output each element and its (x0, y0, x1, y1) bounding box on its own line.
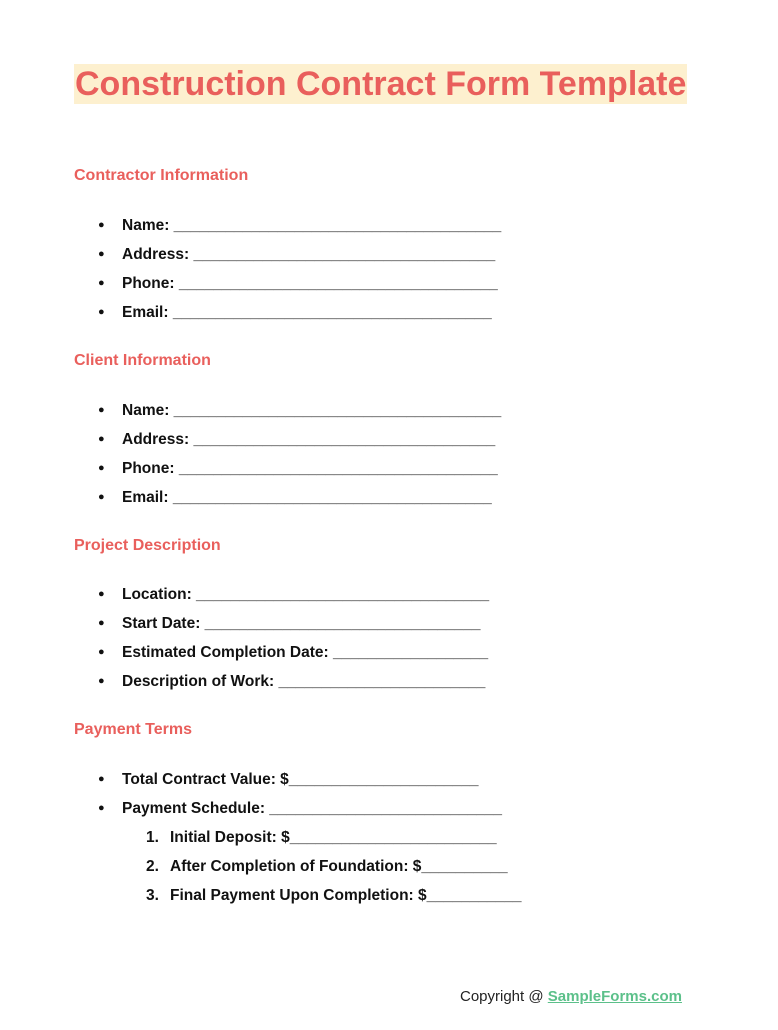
field-text: Final Payment Upon Completion: $___________ (170, 887, 522, 904)
field-text: Initial Deposit: $________________________ (170, 829, 497, 846)
list-number: 2. (146, 858, 159, 875)
section-heading-contractor: Contractor Information (74, 167, 249, 184)
contractor-address-field[interactable]: ● Address: ___________________________________ (74, 240, 501, 269)
section-heading-client: Client Information (74, 352, 211, 369)
list-number: 3. (146, 887, 159, 904)
payment-schedule-list (74, 823, 521, 910)
project-fields (74, 580, 489, 696)
contractor-phone-field[interactable]: ● Phone: _____________________________________ (74, 269, 501, 298)
client-address-field[interactable]: ● Address: ___________________________________ (74, 425, 501, 454)
client-email-field[interactable]: ● Email: _____________________________________ (74, 483, 501, 512)
contractor-fields (74, 211, 501, 327)
sampleforms-link[interactable]: SampleForms.com (547, 988, 682, 1005)
section-heading-payment: Payment Terms (74, 721, 192, 738)
total-value-field[interactable]: ● Total Contract Value: $______________________ (74, 765, 502, 794)
section-heading-project: Project Description (74, 537, 221, 554)
copyright-footer (460, 988, 682, 1005)
field-text: After Completion of Foundation: $__________ (170, 858, 508, 875)
foundation-payment-field[interactable] (74, 852, 521, 881)
completion-date-field[interactable]: ● Estimated Completion Date: __________________ (74, 638, 489, 667)
page-title: Construction Contract Form Template (75, 65, 687, 103)
contractor-email-field[interactable]: ● Email: _____________________________________ (74, 298, 501, 327)
initial-deposit-field[interactable] (74, 823, 521, 852)
contractor-name-field[interactable]: ● Name: ______________________________________ (74, 211, 501, 240)
start-date-field[interactable]: ● Start Date: ________________________________ (74, 609, 489, 638)
client-phone-field[interactable]: ● Phone: _____________________________________ (74, 454, 501, 483)
client-name-field[interactable]: ● Name: ______________________________________ (74, 396, 501, 425)
description-field[interactable]: ● Description of Work: ________________________ (74, 667, 489, 696)
final-payment-field[interactable] (74, 881, 521, 910)
client-fields (74, 396, 501, 512)
list-number: 1. (146, 829, 159, 846)
copyright-text: Copyright @ (460, 988, 548, 1005)
payment-schedule-field[interactable]: ● Payment Schedule: ___________________________ (74, 794, 502, 823)
location-field[interactable]: ● Location: __________________________________ (74, 580, 489, 609)
payment-fields (74, 765, 502, 823)
